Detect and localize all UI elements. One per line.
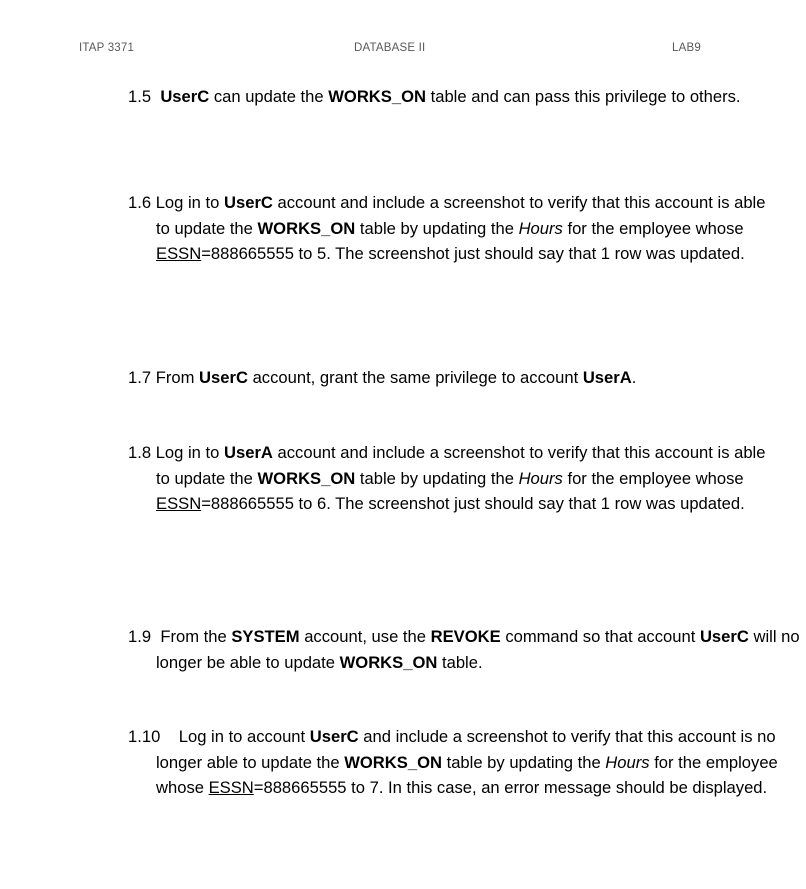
- table-name: WORKS_ON: [339, 652, 438, 672]
- lab-step-1-10: [128, 724, 806, 801]
- step-text: .: [631, 368, 637, 387]
- header-course-title: DATABASE II: [354, 42, 426, 54]
- step-text: table by updating the: [359, 218, 514, 238]
- step-number: 1.5: [128, 87, 152, 106]
- step-text: =888665555 to 6. The screenshot just should say that 1 row was updated.: [201, 494, 745, 513]
- header-lab-number: LAB9: [672, 42, 701, 54]
- sql-command: REVOKE: [430, 627, 501, 646]
- step-text: command so that account: [505, 627, 696, 646]
- lab-step-1-6: [128, 190, 781, 267]
- lab-step-1-5: [128, 84, 806, 110]
- step-text: and include a screenshot to verify that this account is no longer able to update the: [156, 727, 776, 772]
- key-column: ESSN: [208, 778, 254, 797]
- step-text: table.: [441, 652, 483, 672]
- lab-step-1-8: [128, 440, 781, 517]
- step-text: table by updating the: [359, 468, 514, 488]
- step-text: table and can pass this privilege to others.: [430, 87, 741, 106]
- step-text: From the: [160, 627, 227, 646]
- step-number: 1.7: [128, 368, 152, 387]
- user-name: UserC: [160, 87, 210, 106]
- user-name: UserA: [582, 368, 632, 387]
- lab-step-1-9: [128, 624, 806, 675]
- user-name: UserA: [224, 443, 273, 462]
- column-name: Hours: [518, 468, 563, 488]
- step-text: account and include a screenshot to verify that this account is able to update the: [156, 193, 766, 238]
- step-number: 1.6: [128, 193, 152, 212]
- account-name: SYSTEM: [231, 627, 300, 646]
- step-text: for the employee whose: [567, 468, 744, 488]
- column-name: Hours: [605, 752, 650, 772]
- step-text: =888665555 to 5. The screenshot just should say that 1 row was updated.: [201, 244, 745, 263]
- user-name: UserC: [699, 627, 749, 646]
- step-text: can update the: [213, 87, 324, 106]
- step-text: Log in to account: [178, 727, 306, 746]
- step-text: account and include a screenshot to verify that this account is able to update the: [156, 443, 766, 488]
- step-text: Log in to: [155, 443, 220, 462]
- key-column: ESSN: [156, 494, 202, 513]
- step-number: 1.10: [128, 727, 161, 746]
- user-name: UserC: [224, 193, 273, 212]
- table-name: WORKS_ON: [257, 468, 356, 488]
- step-text: account, use the: [304, 627, 426, 646]
- column-name: Hours: [518, 218, 563, 238]
- step-text: table by updating the: [446, 752, 601, 772]
- step-text: for the employee whose: [156, 752, 778, 797]
- user-name: UserC: [309, 727, 359, 746]
- table-name: WORKS_ON: [344, 752, 442, 772]
- step-text: will no longer be able to update: [156, 627, 800, 672]
- step-text: account, grant the same privilege to account: [252, 368, 579, 387]
- table-name: WORKS_ON: [257, 218, 356, 238]
- step-number: 1.8: [128, 443, 152, 462]
- lab-step-1-7: [128, 365, 806, 391]
- step-text: for the employee whose: [567, 218, 744, 238]
- step-number: 1.9: [128, 627, 152, 646]
- header-course-code: ITAP 3371: [79, 42, 135, 54]
- table-name: WORKS_ON: [328, 87, 426, 106]
- step-text: =888665555 to 7. In this case, an error message should be displayed.: [253, 778, 768, 797]
- step-text: Log in to: [155, 193, 220, 212]
- step-text: From: [155, 368, 195, 387]
- key-column: ESSN: [156, 244, 202, 263]
- user-name: UserC: [199, 368, 248, 387]
